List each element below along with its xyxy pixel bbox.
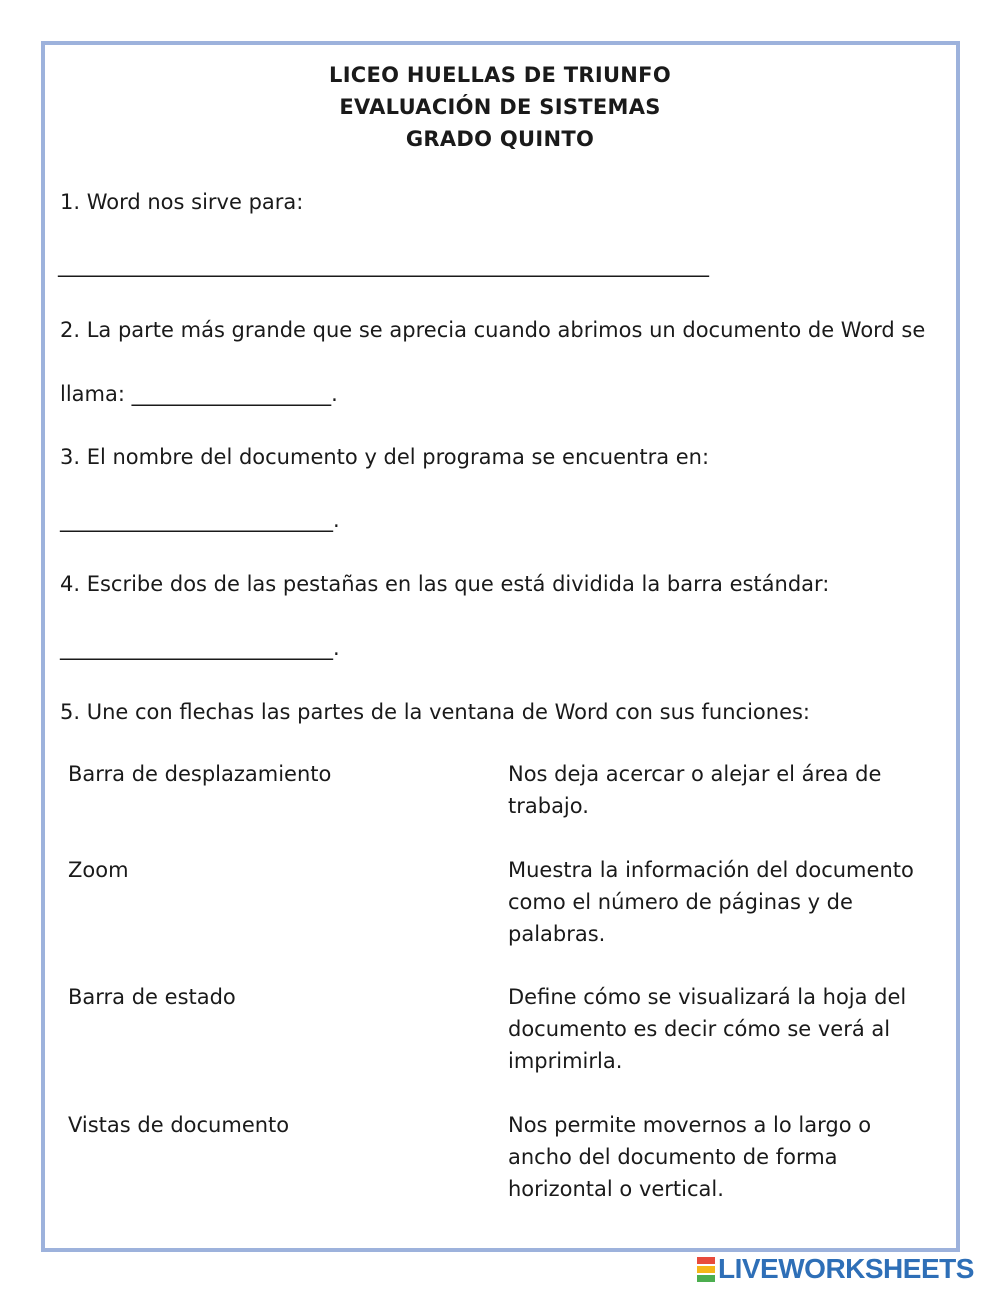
match-left-1[interactable]: Barra de desplazamiento [68, 762, 332, 786]
logo-icon [697, 1256, 715, 1283]
match-right-2-line: Muestra la información del documento [508, 858, 914, 882]
match-right-4-line: horizontal o vertical. [508, 1177, 724, 1201]
question-1: 1. Word nos sirve para: [60, 190, 304, 214]
logo-text: LIVEWORKSHEETS [718, 1253, 974, 1284]
question-2-answer[interactable]: llama: ___________________. [60, 382, 338, 406]
answer-line-4[interactable]: __________________________. [60, 636, 340, 660]
question-4: 4. Escribe dos de las pestañas en las que está dividida la barra estándar: [60, 572, 830, 596]
answer-line-1[interactable]: ______________________________________________________________ [58, 253, 709, 277]
match-right-2[interactable] [508, 854, 938, 950]
match-right-1-line: trabajo. [508, 794, 589, 818]
question-3: 3. El nombre del documento y del programa se encuentra en: [60, 445, 710, 469]
grade-title: GRADO QUINTO [405, 127, 595, 151]
match-right-3-line: Define cómo se visualizará la hoja del [508, 985, 907, 1009]
answer-line-3[interactable]: __________________________. [60, 508, 340, 532]
match-right-3[interactable] [508, 981, 938, 1077]
match-right-4-line: ancho del documento de forma [508, 1145, 838, 1169]
liveworksheets-logo [697, 1254, 974, 1284]
match-right-1-line: Nos deja acercar o alejar el área de [508, 762, 882, 786]
match-right-4[interactable] [508, 1109, 938, 1205]
match-left-4[interactable]: Vistas de documento [68, 1113, 290, 1137]
school-title: LICEO HUELLAS DE TRIUNFO [329, 63, 671, 87]
match-right-2-line: palabras. [508, 922, 606, 946]
match-right-4-line: Nos permite movernos a lo largo o [508, 1113, 872, 1137]
match-right-2-line: como el número de páginas y de [508, 890, 853, 914]
match-right-3-line: documento es decir cómo se verá al [508, 1017, 891, 1041]
match-right-1[interactable] [508, 758, 938, 822]
exam-title: EVALUACIÓN DE SISTEMAS [339, 95, 661, 119]
question-2: 2. La parte más grande que se aprecia cuando abrimos un documento de Word se [60, 318, 926, 342]
match-left-2[interactable]: Zoom [68, 858, 129, 882]
match-left-3[interactable]: Barra de estado [68, 985, 236, 1009]
match-right-3-line: imprimirla. [508, 1049, 623, 1073]
question-5: 5. Une con flechas las partes de la ventana de Word con sus funciones: [60, 700, 811, 724]
